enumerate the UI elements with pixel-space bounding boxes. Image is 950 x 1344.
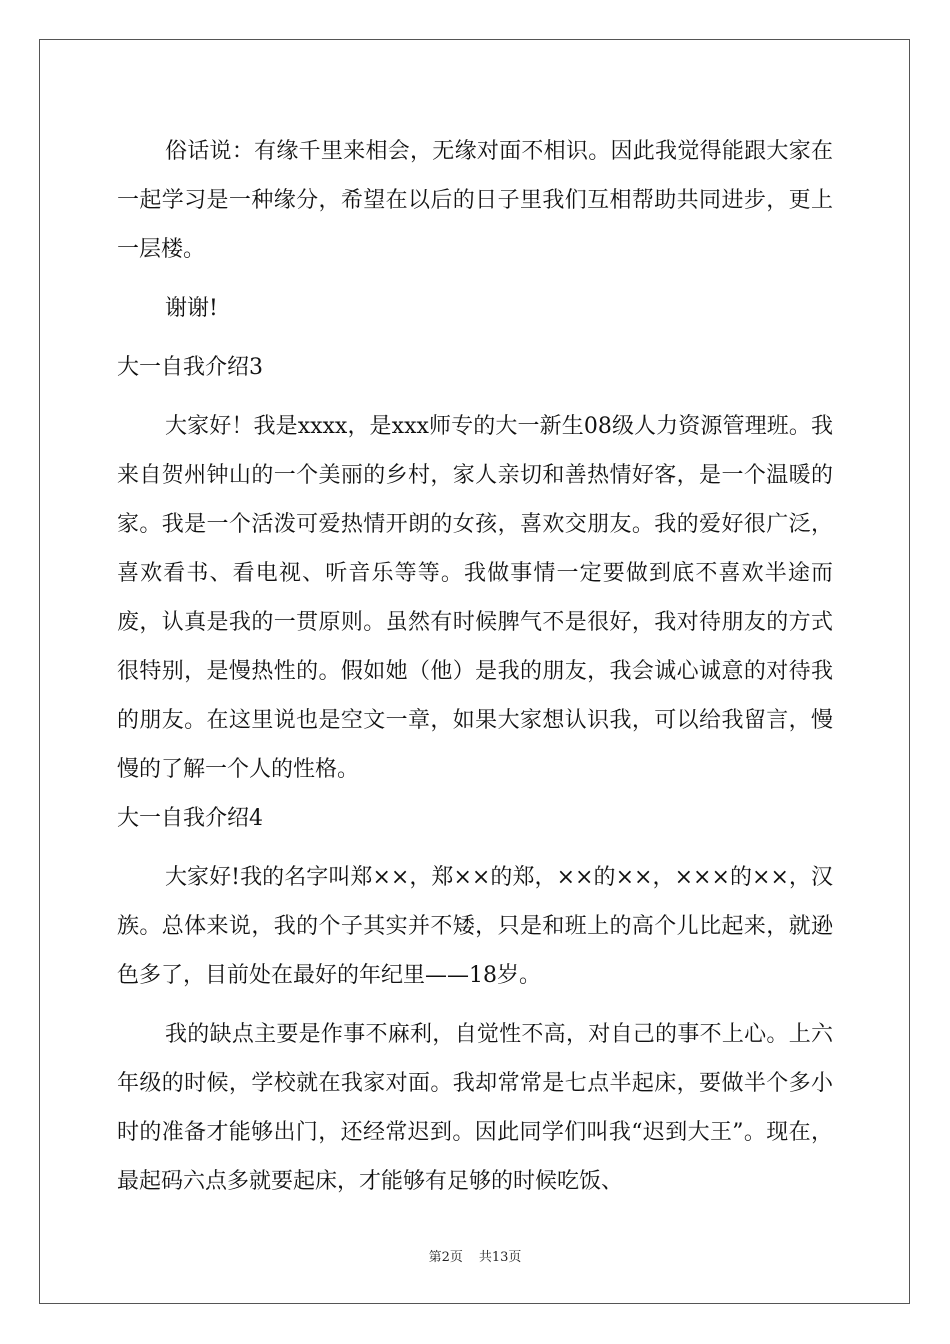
paragraph-intro-3: 大家好！我是xxxx，是xxx师专的大一新生08级人力资源管理班。我来自贺州钟山的一个美丽的乡村，家人亲切和善热情好客，是一个温暖的家。我是一个活泼可爱热情开朗的女孩，喜欢交朋友。我的爱好很广泛，喜欢看书、看电视、听音乐等等。我做事情一定要做到底不喜欢半途而废，认真是我的一贯原则。虽然有时候脾气不是很好，我对待朋友的方式很特别，是慢热性的。假如她（他）是我的朋友，我会诚心诚意的对待我的朋友。在这里说也是空文一章，如果大家想认识我，可以给我留言，慢慢的了解一个人的性格。 <box>117 414 833 782</box>
paragraph-intro-4: 大家好!我的名字叫郑××，郑××的郑，××的××，×××的××，汉族。总体来说，我的个子其实并不矮，只是和班上的高个儿比起来，就逊色多了，目前处在最好的年纪里——18岁。 <box>117 865 833 988</box>
paragraph-thanks: 谢谢! <box>165 296 218 321</box>
page-footer <box>0 1246 950 1265</box>
section-heading-4: 大一自我介绍4 <box>117 806 263 831</box>
paragraph-shortcomings: 我的缺点主要是作事不麻利，自觉性不高，对自己的事不上心。上六年级的时候，学校就在我家对面。我却常常是七点半起床，要做半个多小时的准备才能够出门，还经常迟到。因此同学们叫我“迟到大王”。现在，最起码六点多就要起床，才能够有足够的时候吃饭、 <box>117 1022 833 1194</box>
paragraph-proverb: 俗话说：有缘千里来相会，无缘对面不相识。因此我觉得能跟大家在一起学习是一种缘分，希望在以后的日子里我们互相帮助共同进步，更上一层楼。 <box>117 139 833 262</box>
page-number: 第2页 <box>428 1250 463 1265</box>
page-total: 共13页 <box>478 1250 522 1265</box>
section-heading-3: 大一自我介绍3 <box>117 355 263 380</box>
document-body <box>117 127 833 1206</box>
